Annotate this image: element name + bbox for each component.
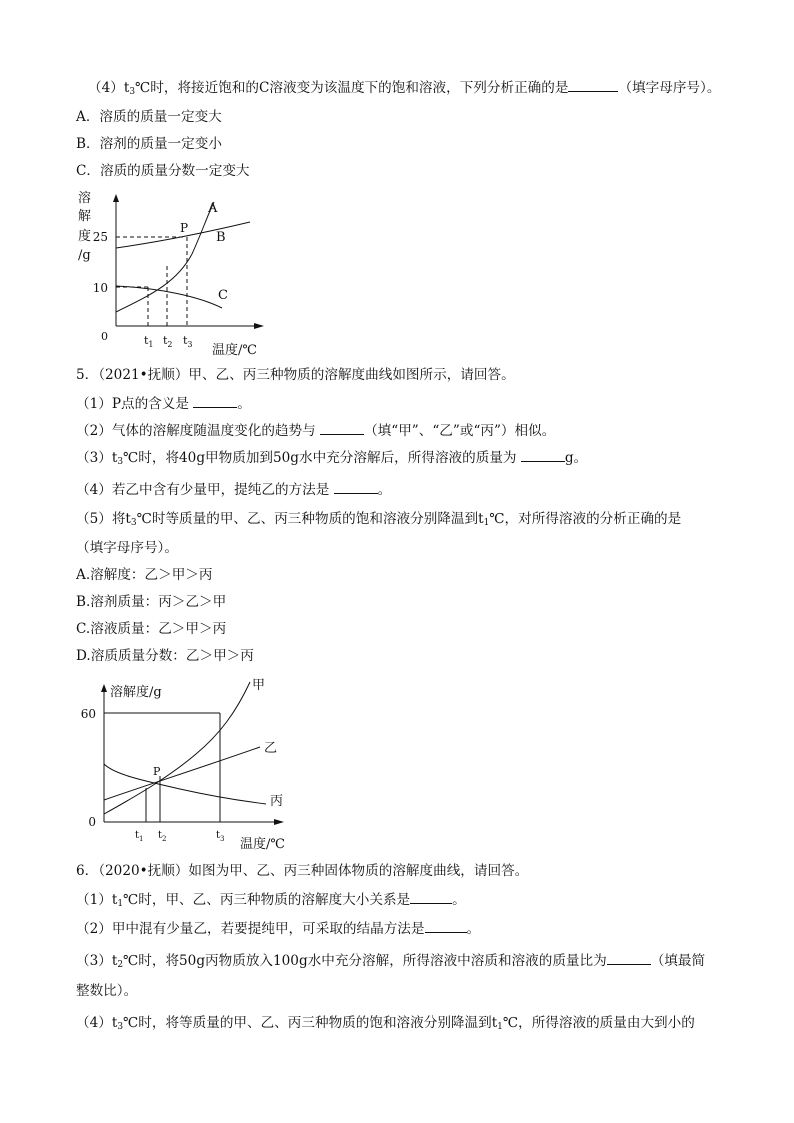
graph2-point-p: P (153, 765, 161, 778)
graph2-xtick-t3: $t_3$ (216, 830, 225, 843)
q6-sub-3-cont: 整数比）。 (76, 983, 138, 999)
graph2-origin: 0 (88, 815, 96, 829)
q5-option-a: A.溶解度：乙＞甲＞丙 (76, 567, 213, 583)
graph1-label-c: C (218, 288, 228, 303)
graph2-y-arrow (101, 684, 107, 692)
graph1-xtick-t1: $t_1$ (144, 334, 154, 349)
graph2-label-bing: 丙 (270, 794, 284, 809)
q5-sub-2: （2）气体的溶解度随温度变化的趋势与 （填“甲”、“乙”或“丙”）相似。 (76, 423, 556, 439)
graph2-ytick-60: 60 (80, 707, 96, 721)
graph1-ylabel-3: 度 (78, 229, 92, 244)
q4-option-a: A．溶质的质量一定变大 (76, 109, 222, 125)
q5-title: 5．（2021•抚顺）甲、乙、丙三种物质的溶解度曲线如图所示，请回答。 (76, 367, 515, 383)
answer-blank[interactable] (410, 891, 452, 904)
answer-blank[interactable] (607, 952, 651, 965)
graph1-curve-c (116, 286, 222, 308)
graph2-x-arrow (274, 819, 284, 825)
q6-sub-1: $(1)t_1℃$时，甲、乙、丙三种物质的溶解度大小关系是 。 (76, 892, 466, 909)
graph2-label-jia: 甲 (252, 678, 266, 693)
graph1-ytick-25: 25 (92, 230, 108, 244)
answer-blank[interactable] (568, 79, 618, 92)
graph1-label-a: A (208, 201, 218, 216)
graph2-xtick-t1: $t_1$ (135, 830, 144, 843)
graph1-ylabel-2: 解 (78, 209, 92, 224)
solubility-graph-2 (80, 672, 302, 854)
graph2-label-yi: 乙 (264, 741, 278, 756)
q6-title: 6．（2020•抚顺）如图为甲、乙、丙三种固体物质的溶解度曲线，请回答。 (76, 863, 529, 879)
graph1-xtick-t3: $t_3$ (183, 334, 193, 349)
graph1-ylabel-4: /g (78, 248, 91, 263)
graph2-curve-yi (104, 747, 260, 800)
graph1-point-p: P (180, 221, 189, 235)
answer-blank[interactable] (521, 449, 565, 462)
q6-sub-2: （2）甲中混有少量乙，若要提纯甲，可采取的结晶方法是 。 (76, 921, 481, 937)
graph1-xlabel: 温度/℃ (212, 343, 257, 358)
q4-option-b: B．溶剂的质量一定变小 (76, 136, 222, 152)
solubility-graph-1 (68, 184, 278, 360)
q5-option-c: C.溶液质量：乙＞甲＞丙 (76, 621, 227, 637)
q5-option-b: B.溶剂质量：丙＞乙＞甲 (76, 594, 227, 610)
q4-option-c: C．溶质的质量分数一定变大 (76, 163, 250, 179)
answer-blank[interactable] (320, 422, 364, 435)
q6-sub-4: $(4)t_3℃$时，将等质量的甲、乙、丙三种物质的饱和溶液分别降温到$t_1℃$，所得溶液的质量由大到小的 (76, 1015, 695, 1032)
q5-sub-3: $(3)t_3℃$时，将40g甲物质加到50g水中充分溶解后，所得溶液的质量为 g。 (76, 450, 588, 467)
q5-option-d: D.溶质质量分数：乙＞甲＞丙 (76, 648, 254, 664)
graph1-origin: 0 (101, 330, 108, 343)
q5-sub-5-cont: （填字母序号）。 (76, 540, 178, 556)
graph2-ylabel: 溶解度/g (110, 685, 162, 700)
answer-blank[interactable] (425, 920, 467, 933)
graph1-label-b: B (216, 230, 226, 245)
graph2-xtick-t2: $t_2$ (158, 830, 167, 843)
graph1-xtick-t2: $t_2$ (163, 334, 173, 349)
q5-sub-4: （4）若乙中含有少量甲，提纯乙的方法是 。 (76, 482, 392, 498)
q5-sub-1: （1）P点的含义是 。 (76, 396, 251, 412)
q4-stem: $(4)t_3℃$时，将接近饱和的C溶液变为该温度下的饱和溶液，下列分析正确的是 （填字母序号）。 (88, 80, 721, 97)
graph2-curve-jia (104, 682, 250, 814)
graph1-curve-a (116, 202, 214, 312)
q6-sub-3: $(3)t_2℃$时，将50g丙物质放入100g水中充分溶解，所得溶液中溶质和溶液的质量比为 （填最简 (76, 953, 706, 970)
graph2-xlabel: 温度/℃ (240, 837, 285, 852)
graph1-ylabel-1: 溶 (78, 191, 92, 206)
graph1-y-arrow (113, 194, 119, 202)
graph2-curve-bing (104, 764, 266, 804)
q5-sub-5: （5）将$t_3℃$时等质量的甲、乙、丙三种物质的饱和溶液分别降温到$t_1℃$，对所得溶液的分析正确的是 (76, 511, 682, 528)
answer-blank[interactable] (334, 481, 378, 494)
answer-blank[interactable] (193, 395, 237, 408)
graph1-x-arrow (254, 323, 264, 329)
graph1-ytick-10: 10 (92, 281, 108, 295)
